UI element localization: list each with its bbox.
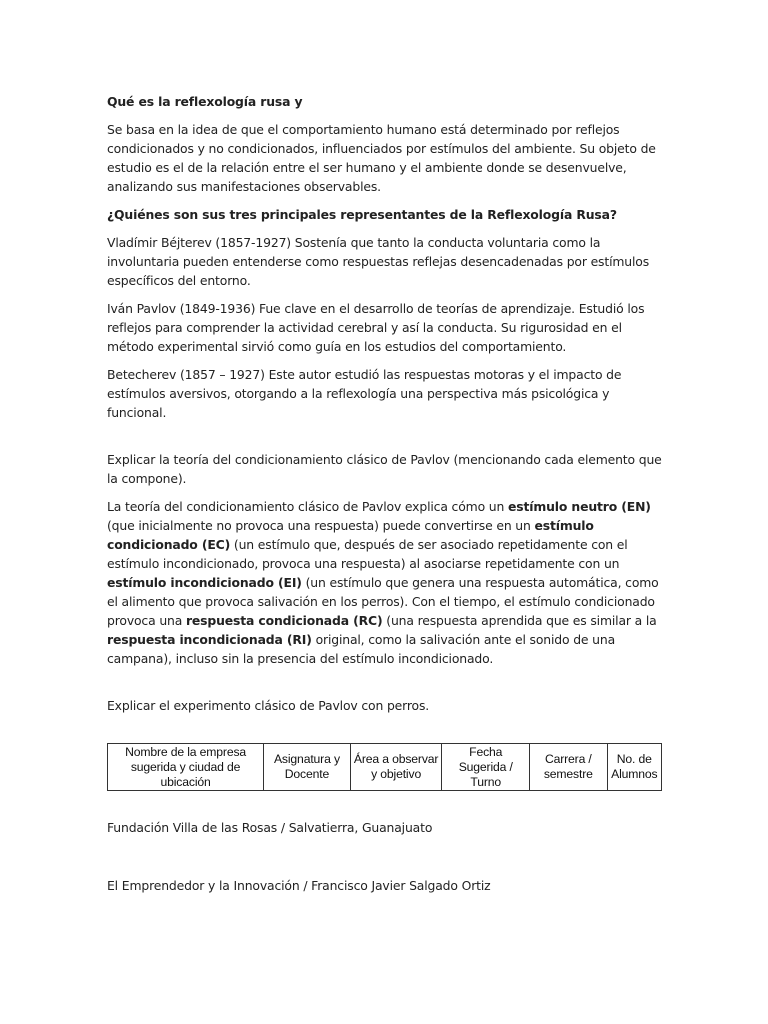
header-alumnos: No. de Alumnos	[607, 744, 661, 791]
footer-line-emprendedor: El Emprendedor y la Innovación / Francisco Javier Salgado Ortiz	[107, 878, 491, 893]
header-carrera: Carrera / semestre	[530, 744, 608, 791]
paragraph-bejterev: Vladímir Béjterev (1857-1927) Sostenía que tanto la conducta voluntaria como la involuntaria pueden entenderse como respuestas reflejas desencadenadas por estímulos específicos del entorno.	[107, 235, 650, 288]
heading-reflexologia-text: Qué es la reflexología rusa y	[107, 94, 303, 109]
paragraph-pavlov: Iván Pavlov (1849-1936) Fue clave en el desarrollo de teorías de aprendizaje. Estudió los reflejos para comprender la actividad cerebral y así la conducta. Su rigurosidad en el método experimental sirvió como guía en los estudios del comportamiento.	[107, 301, 645, 354]
term-estimulo-neutro: estímulo neutro (EN)	[508, 499, 651, 514]
heading-reflexologia	[107, 92, 663, 111]
heading-representantes	[107, 205, 663, 224]
question-condicionamiento: Explicar la teoría del condicionamiento clásico de Pavlov (mencionando cada elemento que la compone).	[107, 452, 662, 486]
term-estimulo-condicionado: estímulo condicionado (EC)	[107, 518, 594, 552]
text-segment: (que inicialmente no provoca una respuesta) puede convertirse en un	[107, 518, 535, 533]
table-header-row	[108, 744, 662, 791]
table-wrapper	[107, 743, 663, 791]
paragraph-reflexologia-definicion: Se basa en la idea de que el comportamiento humano está determinado por reflejos condicionados y no condicionados, influenciados por estímulos del ambiente. Su objeto de estudio es el de la relación entre el ser humano y el ambiente donde se desenvuelve, analizando sus manifestaciones observables.	[107, 122, 656, 194]
header-empresa: Nombre de la empresa sugerida y ciudad de ubicación	[108, 744, 264, 791]
header-fecha: Fecha Sugerida / Turno	[442, 744, 530, 791]
paragraph-condicionamiento	[107, 497, 663, 668]
text-segment: (un estímulo que, después de ser asociado repetidamente con el estímulo incondicionado, provoca una respuesta) al asociarse repetidamente con un	[107, 537, 628, 571]
term-respuesta-incondicionada: respuesta incondicionada (RI)	[107, 632, 312, 647]
text-segment: (un estímulo que genera una respuesta automática, como el alimento que provoca salivación en los perros). Con el tiempo, el estímulo condicionado provoca una	[107, 575, 659, 628]
term-estimulo-incondicionado: estímulo incondicionado (EI)	[107, 575, 302, 590]
visit-table	[107, 743, 662, 791]
footer-line-fundacion: Fundación Villa de las Rosas / Salvatierra, Guanajuato	[107, 820, 433, 835]
text-segment: La teoría del condicionamiento clásico de Pavlov explica cómo un	[107, 499, 508, 514]
question-experimento: Explicar el experimento clásico de Pavlov con perros.	[107, 698, 430, 713]
text-segment: (una respuesta aprendida que es similar a la	[382, 613, 657, 628]
paragraph-betecherev: Betecherev (1857 – 1927) Este autor estudió las respuestas motoras y el impacto de estímulos aversivos, otorgando a la reflexología una perspectiva más psicológica y funcional.	[107, 367, 622, 420]
term-respuesta-condicionada: respuesta condicionada (RC)	[185, 613, 383, 628]
header-area: Área a observar y objetivo	[350, 744, 442, 791]
header-asignatura: Asignatura y Docente	[264, 744, 351, 791]
text-segment: original, como la salivación ante el sonido de una campana), incluso sin la presencia del estímulo incondicionado.	[107, 632, 616, 666]
document-content	[107, 92, 663, 895]
heading-representantes-text: ¿Quiénes son sus tres principales representantes de la Reflexología Rusa?	[107, 207, 617, 222]
